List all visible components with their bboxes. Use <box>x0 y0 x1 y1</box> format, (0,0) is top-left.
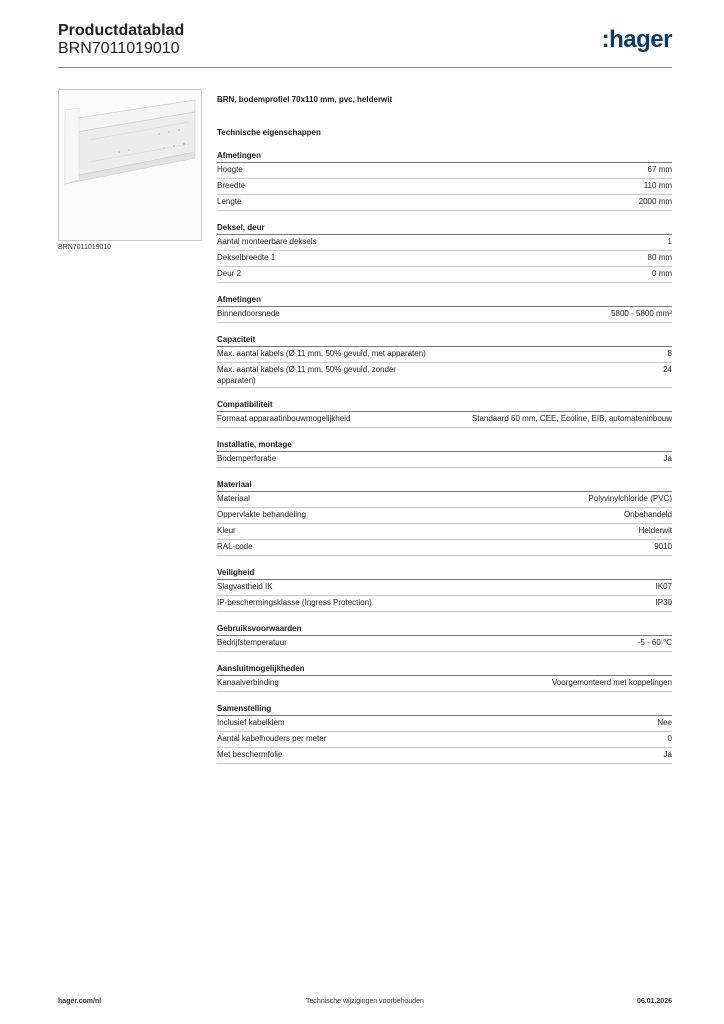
section-heading: Installatie, montage <box>217 439 672 452</box>
hager-logo: :hager <box>601 26 672 53</box>
spec-label: Formaat apparaatinbouwmogelijkheid <box>217 414 351 423</box>
spec-row <box>217 163 672 179</box>
spec-section <box>217 334 672 388</box>
spec-value: 8 <box>667 349 672 358</box>
spec-label: Materiaal <box>217 494 250 503</box>
spec-row <box>217 716 672 732</box>
cable-trunking-illustration <box>59 90 201 240</box>
spec-row <box>217 307 672 323</box>
spec-value: 2000 mm <box>638 197 672 206</box>
spec-label: Hoogte <box>217 165 243 174</box>
product-code: BRN7011019010 <box>58 40 180 57</box>
section-heading: Veiligheid <box>217 567 672 580</box>
spec-value: Nee <box>657 718 672 727</box>
section-heading: Gebruiksvoorwaarden <box>217 623 672 636</box>
header-divider <box>58 67 672 68</box>
spec-section <box>217 150 672 211</box>
spec-section <box>217 567 672 612</box>
spec-value: Ja <box>663 750 672 759</box>
product-image <box>58 89 202 241</box>
spec-value: 24 <box>663 365 672 374</box>
section-heading: Materiaal <box>217 479 672 492</box>
spec-row <box>217 347 672 363</box>
spec-row <box>217 363 672 388</box>
spec-row <box>217 524 672 540</box>
section-heading: Capaciteit <box>217 334 672 347</box>
spec-label: Kleur <box>217 526 236 535</box>
spec-value: Polyvinylchloride (PVC) <box>588 494 672 503</box>
spec-value: -5 - 60 °C <box>637 638 672 647</box>
spec-row <box>217 636 672 652</box>
spec-value: IP30 <box>655 598 672 607</box>
spec-label: Oppervlakte behandeling <box>217 510 306 519</box>
spec-value: Helderwit <box>638 526 672 535</box>
spec-value: 110 mm <box>643 181 672 190</box>
footer-website: hager.com/nl <box>58 998 102 1005</box>
spec-section <box>217 703 672 764</box>
spec-section <box>217 399 672 428</box>
spec-section <box>217 479 672 556</box>
document-title: Productdatablad <box>58 22 185 39</box>
spec-label: Lengte <box>217 197 242 206</box>
spec-row <box>217 676 672 692</box>
spec-label: Bedrijfstemperatuur <box>217 638 287 647</box>
spec-label: Dekselbreedte 1 <box>217 253 276 262</box>
spec-label: Aantal kabelhouders per meter <box>217 734 327 743</box>
spec-row <box>217 195 672 211</box>
spec-value: 5800 - 5800 mm² <box>611 309 672 318</box>
spec-sections <box>217 150 672 764</box>
spec-label: Met beschermfolie <box>217 750 283 759</box>
spec-value: 0 <box>667 734 672 743</box>
section-heading: Aansluitmogelijkheden <box>217 663 672 676</box>
spec-value: Onbehandeld <box>623 510 672 519</box>
spec-label: Inclusief kabelklem <box>217 718 285 727</box>
spec-row <box>217 235 672 251</box>
spec-row <box>217 732 672 748</box>
spec-label: Max. aantal kabels (Ø 11 mm, 50% gevuld, zonder apparaten) <box>217 365 397 385</box>
section-heading: Samenstelling <box>217 703 672 716</box>
spec-value: 9010 <box>654 542 672 551</box>
spec-value: 67 mm <box>647 165 672 174</box>
spec-value: 1 <box>667 237 672 246</box>
spec-row <box>217 596 672 612</box>
spec-label: Binnendoorsnede <box>217 309 280 318</box>
spec-value: 80 mm <box>647 253 672 262</box>
spec-section <box>217 623 672 652</box>
spec-label: Slagvastheid IK <box>217 582 273 591</box>
spec-label: RAL-code <box>217 542 253 551</box>
spec-value: Ja <box>663 454 672 463</box>
spec-section <box>217 663 672 692</box>
spec-row <box>217 492 672 508</box>
spec-row <box>217 580 672 596</box>
product-title: BRN, bodemprofiel 70x110 mm, pvc, helderwit <box>217 95 393 104</box>
spec-value: Voorgemonteerd met koppelingen <box>551 678 672 687</box>
spec-label: Deur 2 <box>217 269 242 278</box>
spec-label: Bodemperforatie <box>217 454 277 463</box>
spec-row <box>217 748 672 764</box>
section-heading: Afmetingen <box>217 294 672 307</box>
spec-row <box>217 452 672 468</box>
spec-value: 0 mm <box>652 269 672 278</box>
spec-row <box>217 508 672 524</box>
spec-label: IP-beschermingsklasse (Ingress Protection) <box>217 598 372 607</box>
image-caption: BRN7011019010 <box>58 244 112 251</box>
spec-row <box>217 540 672 556</box>
section-heading: Deksel, deur <box>217 222 672 235</box>
spec-row <box>217 412 672 428</box>
section-heading: Compatibiliteit <box>217 399 672 412</box>
spec-section <box>217 439 672 468</box>
footer-disclaimer: Technische wijzigingen voorbehouden <box>306 998 424 1005</box>
technical-specs <box>217 94 672 775</box>
spec-label: Aantal monteerbare deksels <box>217 237 317 246</box>
spec-section <box>217 294 672 323</box>
spec-row <box>217 251 672 267</box>
spec-value: IK07 <box>655 582 672 591</box>
document-header <box>58 20 672 68</box>
spec-row <box>217 179 672 195</box>
footer-date: 06.01.2026 <box>636 998 672 1005</box>
spec-row <box>217 267 672 283</box>
spec-label: Max. aantal kabels (Ø 11 mm, 50% gevuld, met apparaten) <box>217 349 426 358</box>
spec-section <box>217 222 672 283</box>
spec-label: Kanaalverbinding <box>217 678 279 687</box>
spec-label: Breedte <box>217 181 246 190</box>
specs-heading: Technische eigenschappen <box>217 128 321 137</box>
section-heading: Afmetingen <box>217 150 672 163</box>
spec-value: Standaard 60 mm, CEE, Ecoline, EIB, automateninbouw <box>471 414 672 423</box>
